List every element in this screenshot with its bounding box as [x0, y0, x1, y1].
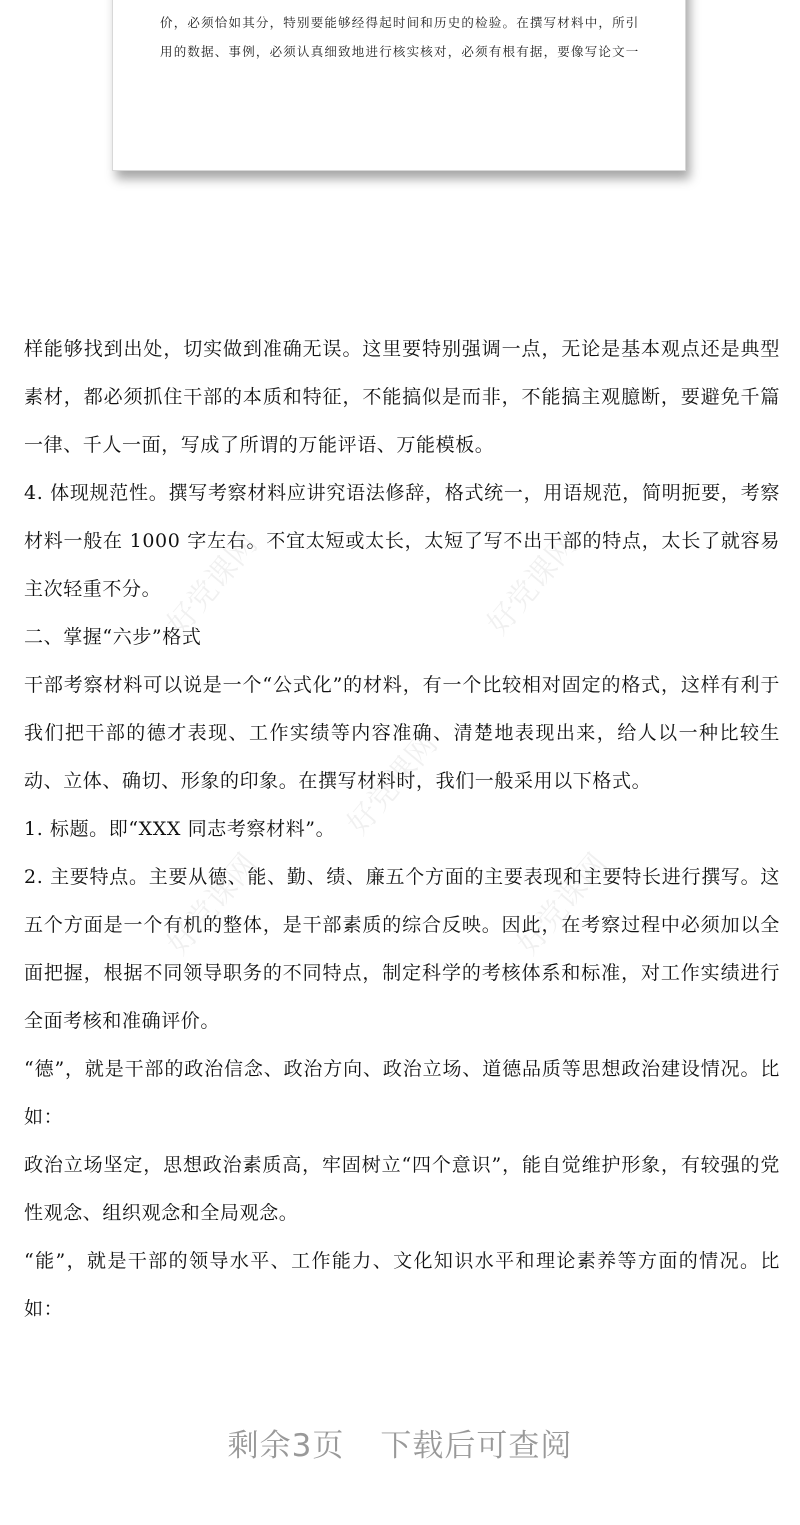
paragraph-item-4: 4. 体现规范性。撰写考察材料应讲究语法修辞，格式统一，用语规范，简明扼要，考察材料一般在 1000 字左右。不宜太短或太长，太短了写不出干部的特点，太长了就容易主次轻重不分。 — [24, 482, 780, 600]
watermark: 好党课网 — [480, 527, 585, 642]
document-body — [24, 325, 780, 1333]
watermark: 好党课网 — [160, 847, 265, 962]
paragraph: “能”，就是干部的领导水平、工作能力、文化知识水平和理论素养等方面的情况。比如： — [24, 1250, 780, 1320]
remaining-pages-label: 剩余3页 — [227, 1428, 345, 1464]
paragraph: 样能够找到出处，切实做到准确无误。这里要特别强调一点，无论是基本观点还是典型素材，都必须抓住干部的本质和特征，不能搞似是而非，不能搞主观臆断，要避免千篇一律、千人一面，写成了所谓的万能评语、万能模板。 — [24, 338, 780, 456]
section-heading: 二、掌握“六步”格式 — [24, 626, 202, 648]
watermark: 好党课网 — [340, 727, 445, 842]
download-hint-label: 下载后可查阅 — [380, 1428, 573, 1464]
card-text-line: 价，必须恰如其分，特别要能够经得起时间和历史的检验。在撰写材料中，所引 — [160, 15, 640, 30]
watermark: 好党课网 — [510, 847, 615, 962]
paragraph-item-1: 1. 标题。即“XXX 同志考察材料”。 — [24, 818, 336, 840]
download-to-read-more-prompt[interactable] — [0, 1420, 800, 1465]
preview-page-card — [112, 0, 686, 171]
paragraph: “德”，就是干部的政治信念、政治方向、政治立场、道德品质等思想政治建设情况。比如： — [24, 1058, 780, 1128]
watermark: 好党课网 — [160, 527, 265, 642]
card-text-line: 用的数据、事例，必须认真细致地进行核实核对，必须有根有据，要像写论文一 — [160, 44, 640, 59]
paragraph-item-2: 2. 主要特点。主要从德、能、勤、绩、廉五个方面的主要表现和主要特长进行撰写。这五个方面是一个有机的整体，是干部素质的综合反映。因此，在考察过程中必须加以全面把握，根据不同领导职务的不同特点，制定科学的考核体系和标准，对工作实绩进行全面考核和准确评价。 — [24, 866, 780, 1032]
paragraph: 政治立场坚定，思想政治素质高，牢固树立“四个意识”，能自觉维护形象，有较强的党性观念、组织观念和全局观念。 — [24, 1154, 780, 1224]
paragraph: 干部考察材料可以说是一个“公式化”的材料，有一个比较相对固定的格式，这样有利于我们把干部的德才表现、工作实绩等内容准确、清楚地表现出来，给人以一种比较生动、立体、确切、形象的印象。在撰写材料时，我们一般采用以下格式。 — [24, 674, 780, 792]
